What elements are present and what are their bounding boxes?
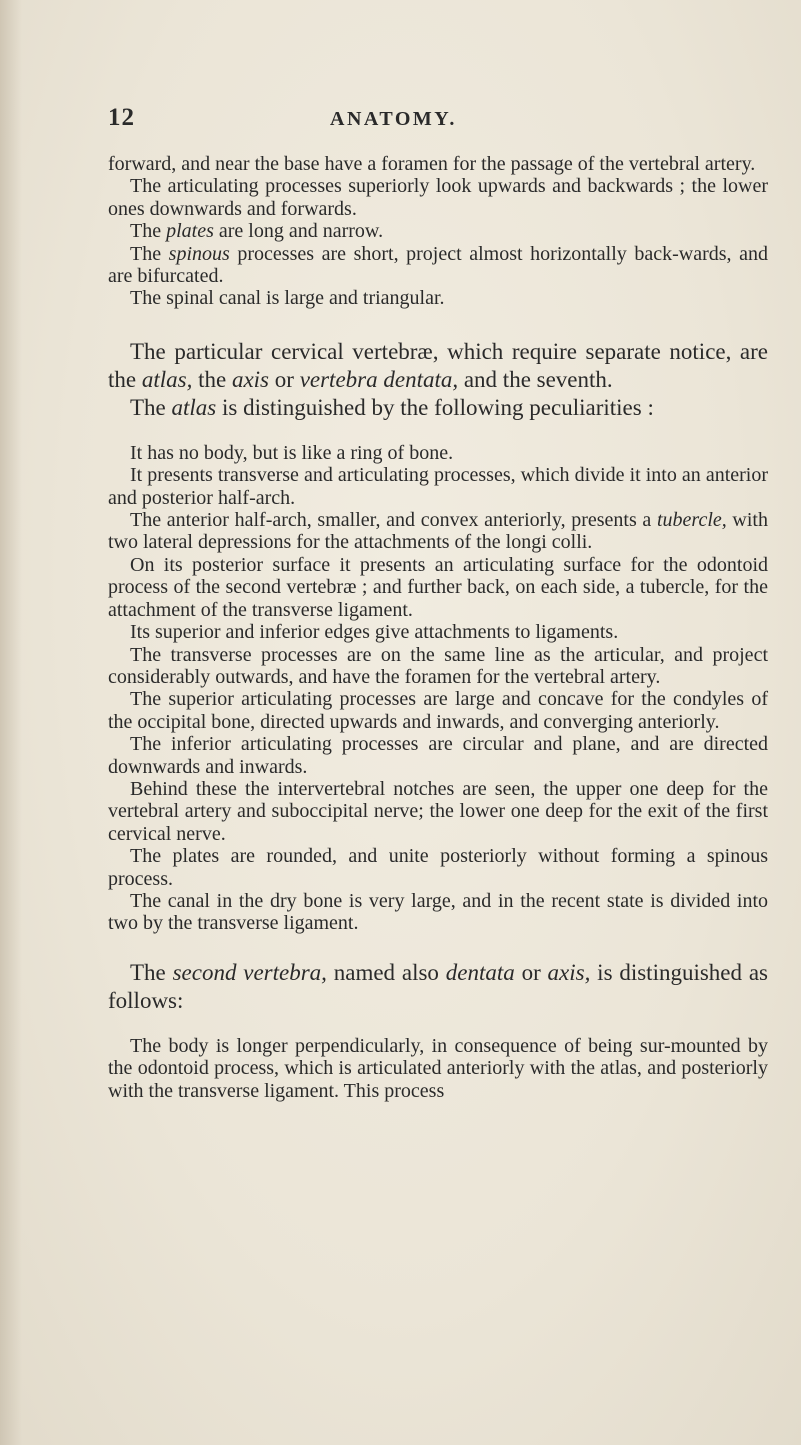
paragraph-axis-body: The body is longer perpendicularly, in consequence of being sur-mounted by the odontoid process, which is articulated anteriorly with the atlas, and posteriorly with the transverse ligament. This process [108,1034,768,1102]
body-text [108,153,768,1102]
paragraph-atlas-processes: It presents transverse and articulating processes, which divide it into an anterior and posterior half-arch. [108,464,768,509]
paragraph-spinal-canal: The spinal canal is large and triangular. [130,287,445,310]
paragraph-inferior-articulating: The inferior articulating processes are circular and plane, and are directed downwards and inwards. [108,733,768,778]
paragraph-continuation: forward, and near the base have a foramen for the passage of the vertebral artery. [108,153,756,175]
running-title: ANATOMY. [330,108,457,130]
page-edge-shadow [0,0,22,1445]
paragraph-posterior-surface: On its posterior surface it presents an articulating surface for the odontoid process of the second vertebræ ; and further back, on each side, a tubercle, for the attachment of the transverse ligament. [108,553,768,621]
spacer [108,310,768,338]
paragraph-superior-articulating: The superior articulating processes are large and concave for the condyles of the occipital bone, directed upwards and inwards, and converging anteriorly. [108,688,768,733]
paragraph-plates: The plates are long and narrow. [130,220,384,243]
lead-paragraph-second-vertebra: The second vertebra, named also dentata or axis, is distinguished as follows: [108,959,768,1013]
paragraph-spinous-processes: The spinous processes are short, project almost horizontally back-wards, and are bifurcated. [108,242,769,288]
page-number: 12 [108,104,135,131]
paragraph-atlas-body: It has no body, but is like a ring of bone. [130,441,454,464]
paragraph-edges: Its superior and inferior edges give attachments to ligaments. [130,621,619,644]
paragraph-articulating-processes: The articulating processes superiorly look upwards and backwards ; the lower ones downwards and forwards. [108,175,768,220]
spacer [108,1015,768,1035]
paragraph-intervertebral-notches: Behind these the intervertebral notches are seen, the upper one deep for the vertebral artery and suboccipital nerve; the lower one deep for the exit of the first cervical nerve. [108,777,768,845]
lead-paragraph-particular-vertebrae: The particular cervical vertebræ, which require separate notice, are the atlas, the axis or vertebra dentata, and the seventh. [108,338,768,392]
paragraph-anterior-half-arch: The anterior half-arch, smaller, and convex anteriorly, presents a tubercle, with two lateral depressions for the attachments of the longi colli. [108,509,768,554]
running-head [108,104,768,134]
spacer [108,935,768,959]
paragraph-transverse-processes: The transverse processes are on the same line as the articular, and project considerably outwards, and have the foramen for the vertebral artery. [108,643,768,688]
paragraph-canal: The canal in the dry bone is very large, and in the recent state is divided into two by the transverse ligament. [108,889,768,935]
spacer [108,422,768,442]
lead-paragraph-atlas: The atlas is distinguished by the following peculiarities : [130,394,654,420]
paragraph-plates-rounded: The plates are rounded, and unite posteriorly without forming a spinous process. [108,845,768,890]
